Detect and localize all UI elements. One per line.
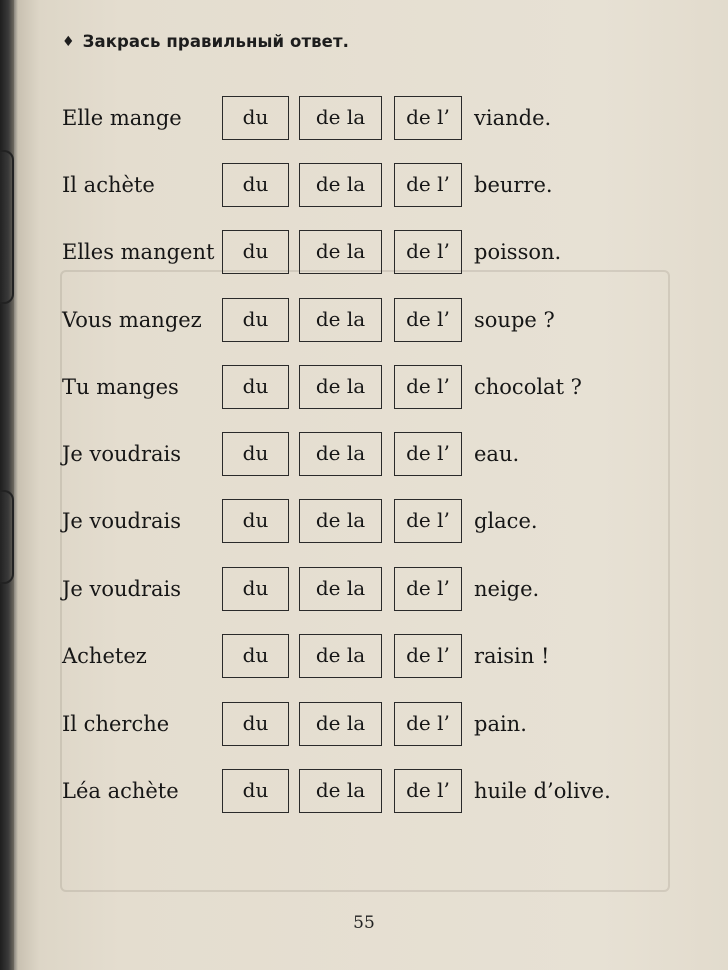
exercise-row	[0, 702, 728, 752]
diamond-bullet-icon: ♦	[62, 34, 75, 50]
exercise-row	[0, 163, 728, 213]
subject-text: Léa achète	[62, 779, 179, 803]
page-number: 55	[353, 913, 375, 933]
option-de-l-box[interactable]: de l’	[394, 567, 462, 611]
exercise-row	[0, 499, 728, 549]
noun-text: neige.	[474, 577, 540, 601]
exercise-row	[0, 96, 728, 146]
option-du-box[interactable]: du	[222, 499, 289, 543]
subject-text: Je voudrais	[62, 442, 182, 466]
subject-text: Vous mangez	[62, 308, 202, 332]
option-de-la-box[interactable]: de la	[299, 702, 382, 746]
subject-text: Il achète	[62, 173, 155, 197]
option-du-box[interactable]: du	[222, 163, 289, 207]
noun-text: chocolat ?	[474, 375, 582, 399]
subject-text: Elle mange	[62, 106, 182, 130]
option-de-la-box[interactable]: de la	[299, 163, 382, 207]
option-du-box[interactable]: du	[222, 769, 289, 813]
option-de-la-box[interactable]: de la	[299, 499, 382, 543]
option-du-box[interactable]: du	[222, 702, 289, 746]
option-de-l-box[interactable]: de l’	[394, 230, 462, 274]
option-de-l-box[interactable]: de l’	[394, 163, 462, 207]
exercise-row	[0, 365, 728, 415]
option-du-box[interactable]: du	[222, 230, 289, 274]
option-du-box[interactable]: du	[222, 634, 289, 678]
instruction-text: Закрась правильный ответ.	[82, 32, 349, 51]
noun-text: soupe ?	[474, 308, 555, 332]
option-de-la-box[interactable]: de la	[299, 230, 382, 274]
option-de-la-box[interactable]: de la	[299, 432, 382, 476]
noun-text: poisson.	[474, 240, 562, 264]
option-de-l-box[interactable]: de l’	[394, 634, 462, 678]
subject-text: Je voudrais	[62, 577, 182, 601]
exercise-row	[0, 432, 728, 482]
option-du-box[interactable]: du	[222, 96, 289, 140]
option-du-box[interactable]: du	[222, 365, 289, 409]
option-de-la-box[interactable]: de la	[299, 96, 382, 140]
noun-text: pain.	[474, 712, 527, 736]
exercise-row	[0, 769, 728, 819]
option-de-l-box[interactable]: de l’	[394, 769, 462, 813]
option-de-la-box[interactable]: de la	[299, 567, 382, 611]
exercise-row	[0, 567, 728, 617]
option-de-l-box[interactable]: de l’	[394, 298, 462, 342]
option-du-box[interactable]: du	[222, 432, 289, 476]
noun-text: huile d’olive.	[474, 779, 611, 803]
subject-text: Je voudrais	[62, 509, 182, 533]
noun-text: glace.	[474, 509, 538, 533]
option-de-l-box[interactable]: de l’	[394, 499, 462, 543]
exercise-row	[0, 634, 728, 684]
noun-text: viande.	[474, 106, 552, 130]
option-de-l-box[interactable]: de l’	[394, 702, 462, 746]
subject-text: Il cherche	[62, 712, 170, 736]
option-du-box[interactable]: du	[222, 298, 289, 342]
noun-text: beurre.	[474, 173, 553, 197]
option-de-la-box[interactable]: de la	[299, 634, 382, 678]
option-de-la-box[interactable]: de la	[299, 365, 382, 409]
exercise-row	[0, 230, 728, 280]
option-de-l-box[interactable]: de l’	[394, 96, 462, 140]
noun-text: raisin !	[474, 644, 550, 668]
noun-text: eau.	[474, 442, 520, 466]
subject-text: Elles mangent	[62, 240, 215, 264]
option-de-l-box[interactable]: de l’	[394, 365, 462, 409]
subject-text: Tu manges	[62, 375, 179, 399]
exercise-row	[0, 298, 728, 348]
option-du-box[interactable]: du	[222, 567, 289, 611]
option-de-l-box[interactable]: de l’	[394, 432, 462, 476]
option-de-la-box[interactable]: de la	[299, 298, 382, 342]
subject-text: Achetez	[62, 644, 147, 668]
option-de-la-box[interactable]: de la	[299, 769, 382, 813]
instruction	[62, 32, 349, 51]
